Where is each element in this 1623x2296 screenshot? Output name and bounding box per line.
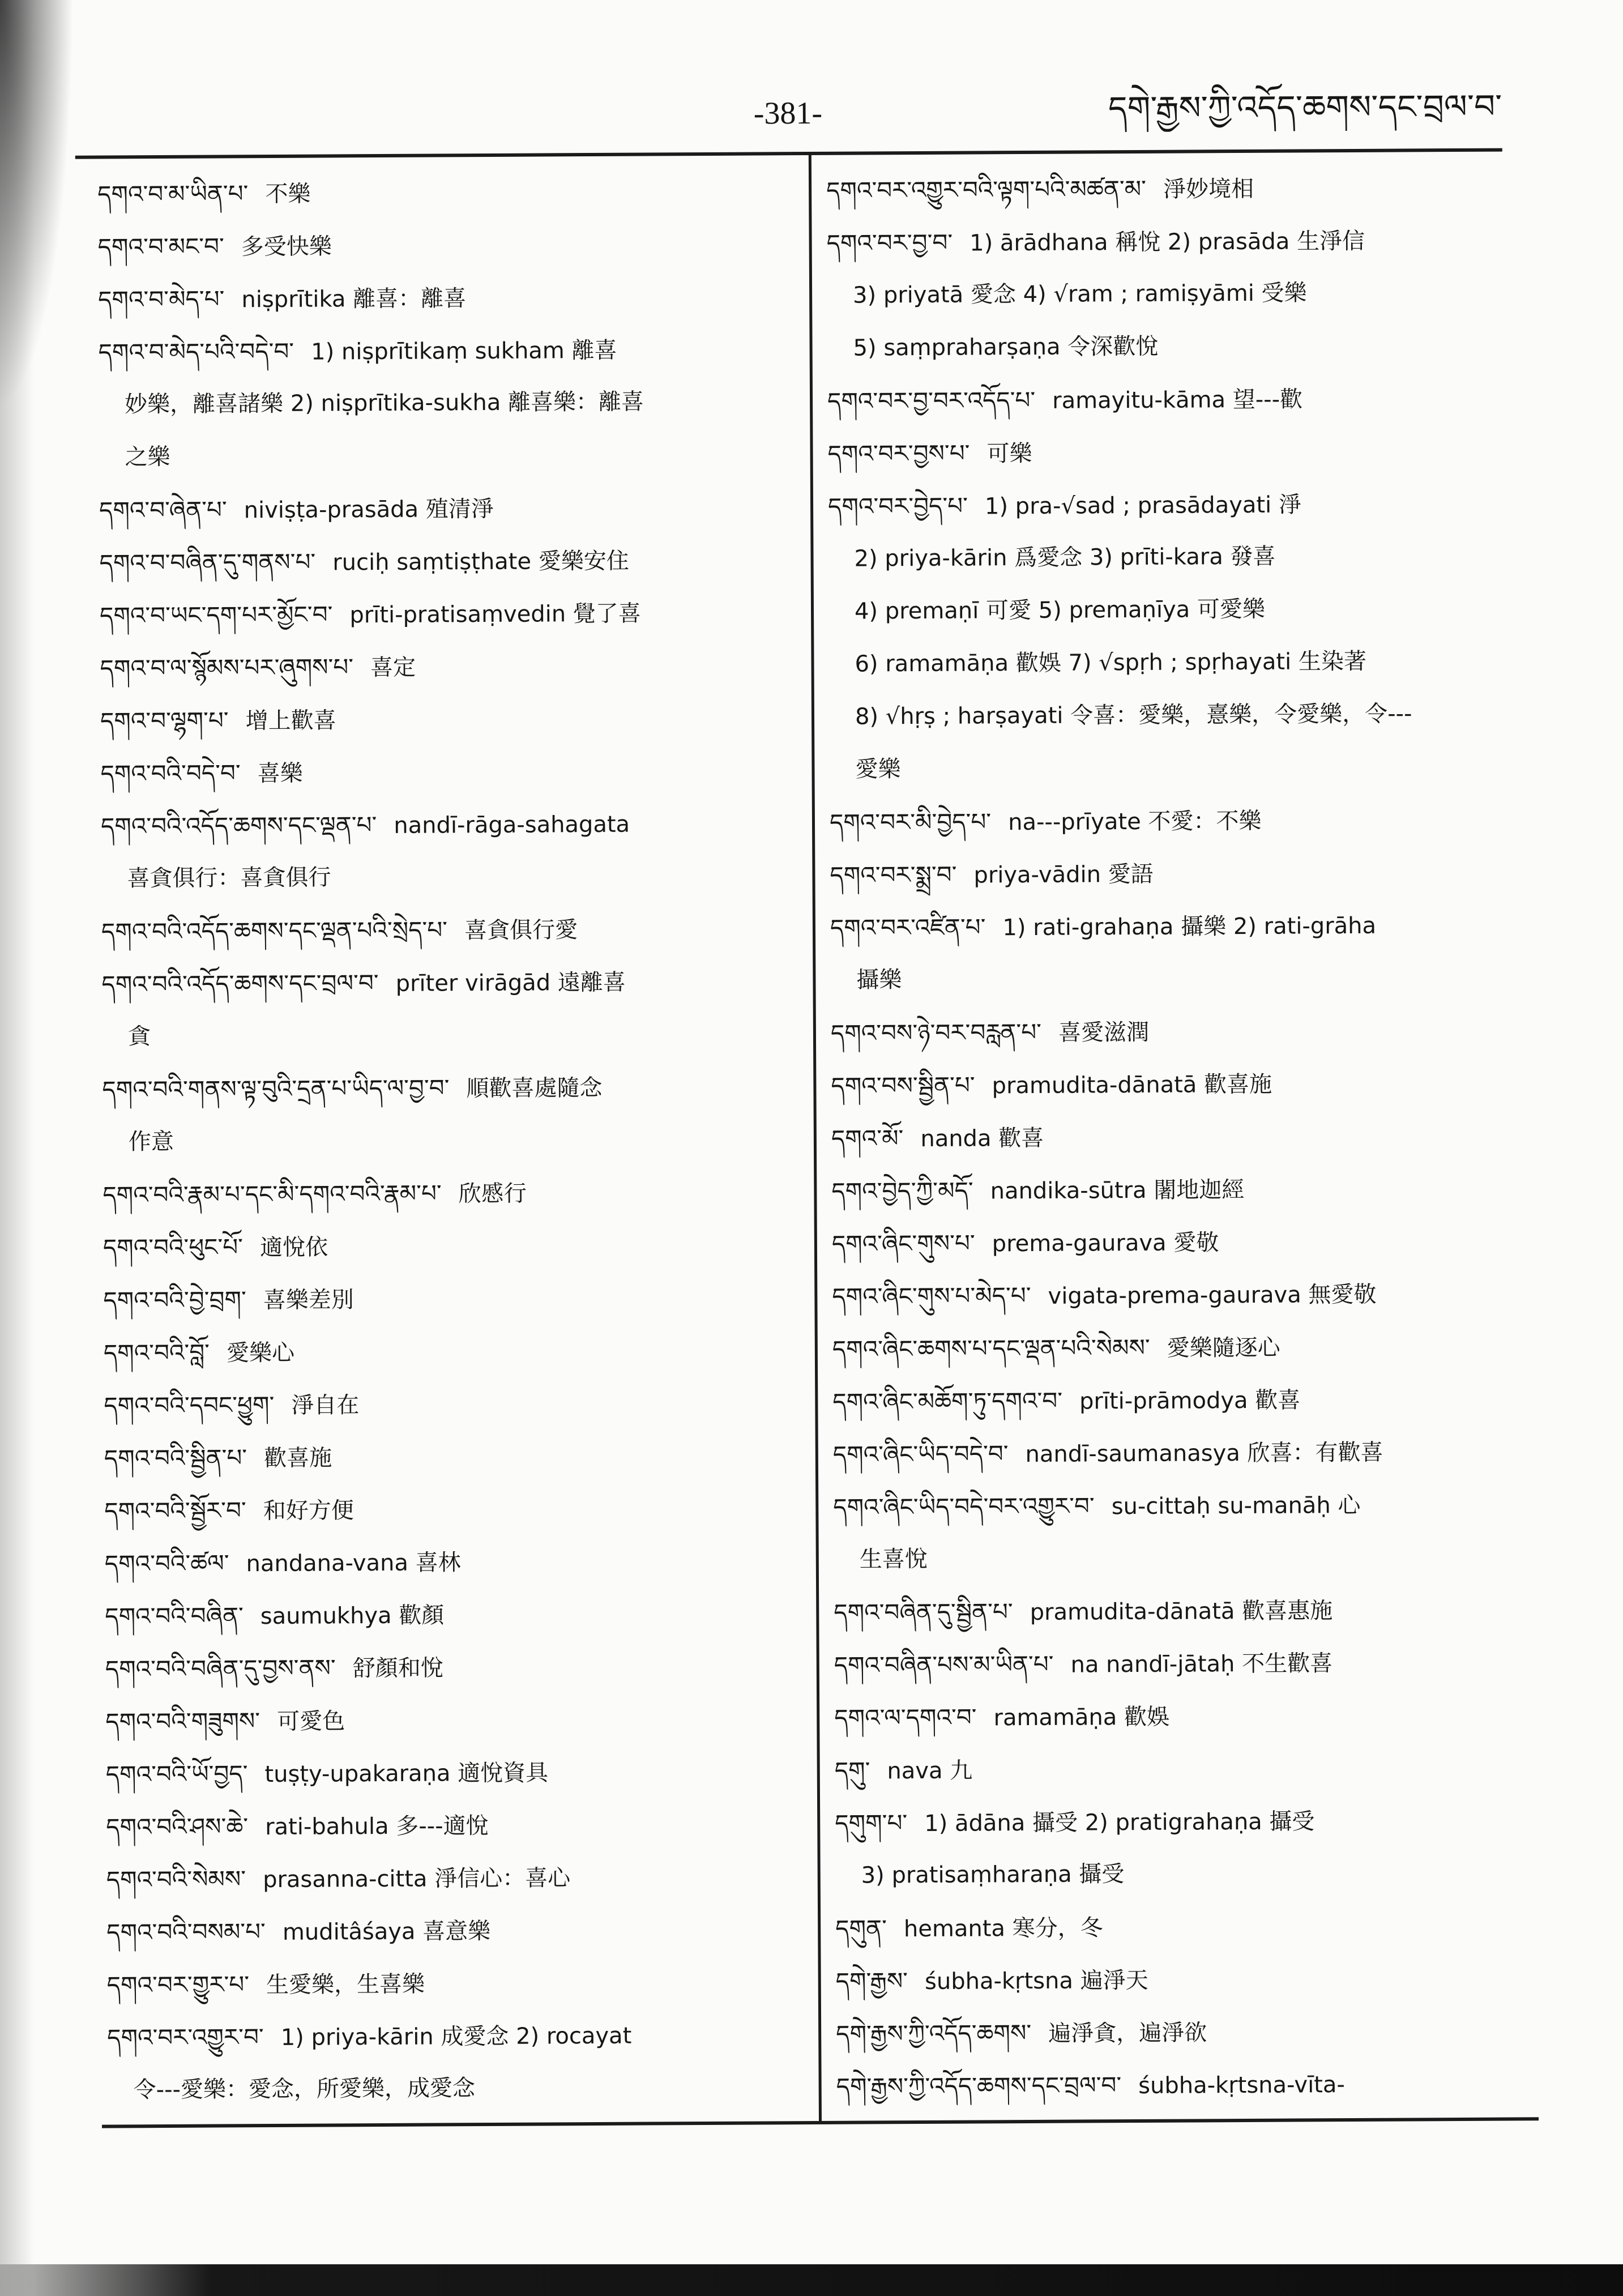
dictionary-entry [106,1797,811,1854]
tibetan-headword: དགའ་ལ་དགའ་བ་ [834,1703,977,1732]
tibetan-headword: དགའ་བའི་སྦྱིན་པ་ [104,1444,247,1473]
tibetan-headword: དགའ་བ་མེད་པའི་བདེ་བ་ [98,337,294,366]
definition-text: 生愛樂，生喜樂 [266,1971,425,1999]
tibetan-headword: དགའ་བ་མ་ཡིན་པ་ [97,180,249,208]
definition-text: 8) √hṛṣ ; harṣayati 令喜：愛樂，憙樂，令愛樂，令--- [855,701,1412,730]
dictionary-entry [105,1534,810,1590]
dictionary-entry [826,214,1501,375]
entry-first-line [832,1372,1506,1428]
entry-continuation-line [828,582,1502,638]
dictionary-entry [101,954,807,1064]
dictionary-entry [106,1850,812,1906]
dictionary-entry [100,744,805,800]
dictionary-entry [100,586,805,642]
definition-text: 生喜悅 [859,1546,928,1573]
dictionary-entry [830,846,1504,902]
entry-first-line [831,1109,1505,1165]
definition-text: ruciḥ saṃtiṣṭhate 愛樂安住 [332,548,629,576]
definition-text: 愛樂隨逐心 [1167,1334,1280,1362]
definition-text: 喜愛滋潤 [1058,1019,1150,1046]
entry-first-line [833,1478,1507,1534]
running-head: དགེ་རྒྱས་ཀྱི་འདོད་ཆགས་དང་བྲལ་བ་ [1108,87,1502,128]
entry-continuation-line [99,375,804,432]
definition-text: 淨妙境相 [1163,176,1254,203]
entry-first-line [104,1376,809,1432]
definition-text: 不樂 [265,181,311,208]
entry-first-line [104,1481,809,1538]
tibetan-headword: དགའ་ཞིང་ཡིད་བདེ་བ་ [832,1440,1009,1469]
tibetan-headword: དགའ་བའི་སེམས་ [106,1865,246,1894]
tibetan-headword: དགའ་བ་བཞིན་དུ་གནས་པ་ [99,548,316,577]
entry-first-line [835,1899,1509,1955]
tibetan-headword: དགའ་བའི་ཡོ་བྱད་ [105,1760,248,1789]
dictionary-entry [97,217,802,274]
dictionary-entry [104,1376,809,1432]
dictionary-entry [835,1741,1509,1797]
tibetan-headword: དགའ་བར་འགྱུར་བ་ [107,2023,264,2052]
dictionary-entry [827,424,1501,480]
tibetan-headword: དགའ་བར་བྱ་བ་ [826,228,953,257]
scan-edge-shadow-bottom [0,2264,1623,2296]
definition-text: 多受快樂 [241,233,332,261]
entry-first-line [830,793,1504,849]
entry-first-line [835,1741,1509,1797]
dictionary-entry [106,1744,811,1801]
dictionary-entry [101,796,806,906]
definition-text: 妙樂，離喜諸樂 2) niṣprītika-sukha 離喜樂：離喜 [124,389,644,418]
entry-first-line [104,1323,809,1380]
tibetan-headword: དགའ་བའི་བསམ་པ་ [106,1918,266,1947]
tibetan-headword: དགའ་བའི་འདོད་ཆགས་དང་བྲལ་བ་ [101,968,379,998]
dictionary-entry [835,1952,1509,2008]
dictionary-entry [832,1372,1506,1428]
entry-first-line [834,1636,1508,1692]
definition-text: 1) pra-√sad ; prasādayati 淨 [984,492,1302,520]
entry-first-line [103,1218,808,1274]
entry-first-line [831,1056,1505,1112]
tibetan-headword: དགེ་རྒྱས་ཀྱི་འདོད་ཆགས་ [836,2018,1032,2048]
entry-first-line [99,480,804,537]
right-column [826,161,1510,2113]
tibetan-headword: དགའ་བར་འགྱུར་བའི་ལྟག་པའི་མཚན་མ་ [826,174,1147,204]
dictionary-entry [99,480,804,537]
definition-text: 舒顏和悅 [352,1655,443,1682]
dictionary-entry [104,1428,809,1485]
definition-text: 貪 [127,1023,151,1050]
entry-first-line [99,533,804,590]
tibetan-headword: དགེ་རྒྱས་ཀྱི་འདོད་ཆགས་དང་བྲལ་བ་ [836,2071,1122,2101]
definition-text: 喜樂差別 [263,1287,354,1314]
tibetan-headword: དགའ་བའི་གཟུགས་ [105,1707,260,1736]
dictionary-entry [831,1056,1505,1112]
entry-first-line [828,477,1502,533]
tibetan-headword: དགའ་བའི་སྦྱོར་བ་ [104,1496,246,1525]
tibetan-headword: དགའ་བར་མི་བྱེད་པ་ [829,808,992,837]
entry-first-line [833,1425,1507,1481]
definition-text: 喜貪俱行愛 [464,917,578,944]
entry-first-line [831,1162,1505,1218]
definition-text: nandī-rāga-sahagata [394,811,630,839]
definition-text: 3) pratisaṃharaṇa 攝受 [861,1861,1125,1889]
tibetan-headword: དགའ་ཞིང་གུས་པ་མེད་པ་ [832,1281,1031,1311]
tibetan-headword: དགའ་བའི་འདོད་ཆགས་དང་ལྡན་པ་ [100,811,377,840]
definition-text: pramudita-dānatā 歡喜施 [992,1071,1272,1099]
entry-first-line [832,1267,1506,1323]
dictionary-entry [826,161,1500,217]
tibetan-headword: དགའ་བའི་འདོད་ཆགས་དང་ལྡན་པའི་སྲེད་པ་ [101,916,448,946]
definition-text: niṣprītika 離喜：離喜 [241,285,467,313]
tibetan-headword: དགའ་བའི་བྱེ་བྲག་ [103,1286,246,1315]
top-rule [75,148,1502,159]
definition-text: 1) ārādhana 稱悅 2) prasāda 生淨信 [969,228,1365,257]
dictionary-entry [831,1004,1505,1060]
dictionary-entry [832,1267,1506,1323]
tibetan-headword: དགའ་བས་ཉེ་བར་བརླན་པ་ [830,1018,1042,1047]
entry-first-line [107,2008,812,2064]
definition-text: saumukhya 歡顏 [260,1602,445,1630]
dictionary-entry [834,1636,1508,1692]
entry-first-line [98,322,803,379]
definition-text: rati-bahula 多---適悅 [265,1813,489,1841]
definition-text: nandana-vana 喜林 [246,1550,461,1577]
entry-first-line [100,638,805,695]
entry-continuation-line [830,951,1504,1007]
tibetan-headword: དགའ་བའི་ཕུང་པོ་ [102,1233,244,1262]
definition-text: 順歡喜處隨念 [466,1074,603,1102]
entry-first-line [836,2004,1510,2060]
definition-text: pramudita-dānatā 歡喜惠施 [1030,1598,1333,1625]
dictionary-entry [101,902,806,958]
entry-first-line [106,1955,812,2012]
definition-text: nandika-sūtra 闍地迦經 [990,1176,1245,1205]
tibetan-headword: དགུག་པ་ [835,1809,908,1837]
entry-continuation-line [107,2060,812,2117]
dictionary-entry [99,533,804,590]
tibetan-headword: དགའ་བའི་རྣམ་པ་དང་མི་དགའ་བའི་རྣམ་པ་ [102,1179,442,1209]
definition-text: 攝樂 [856,967,902,993]
tibetan-headword: དགའ་བར་འཛིན་པ་ [830,913,986,942]
entry-first-line [832,1214,1506,1270]
entry-first-line [106,1744,811,1801]
tibetan-headword: དགུ་ [834,1756,870,1785]
dictionary-entry [105,1692,810,1748]
definition-text: 愛樂 [855,756,901,783]
definition-text: prīti-pratisaṃvedin 覺了喜 [349,600,641,629]
dictionary-entry [834,1583,1507,1639]
tibetan-headword: དགའ་བར་སྨྲ་བ་ [830,860,957,889]
definition-text: 令---愛樂：愛念，所愛樂，成愛念 [133,2075,476,2103]
definition-text: 遍淨貪，遍淨欲 [1048,2020,1207,2047]
definition-text: niviṣṭa-prasāda 殖清淨 [244,496,494,524]
tibetan-headword: དགའ་བའི་དབང་ཕྱུག་ [104,1390,275,1420]
definition-text: śubha-kṛtsna 遍淨天 [924,1967,1148,1995]
definition-text: 喜定 [370,654,416,681]
entry-first-line [827,372,1501,428]
dictionary-entry [106,1902,812,1959]
dictionary-entry [828,477,1504,796]
definition-text: 1) rati-grahaṇa 攝樂 2) rati-grāha [1002,912,1377,941]
tibetan-headword: དགའ་བ་མེད་པ་ [98,285,225,314]
tibetan-headword: དགའ་བ་ཡང་དག་པར་མྱོང་བ་ [99,600,333,630]
entry-continuation-line [829,740,1503,796]
entry-first-line [106,1850,812,1906]
entry-first-line [835,1952,1509,2008]
dictionary-entry [836,2004,1510,2060]
tibetan-headword: དགའ་ཞིང་ཆགས་པ་དང་ལྡན་པའི་སེམས་ [832,1333,1150,1363]
definition-text: na---prīyate 不愛：不樂 [1008,808,1262,836]
entry-first-line [97,217,802,274]
tibetan-headword: དགའ་བའི་བདེ་བ་ [100,759,241,788]
definition-text: 1) priya-kārin 成愛念 2) rocayat [280,2022,632,2051]
dictionary-entry [102,1060,808,1169]
definition-text: 可愛色 [277,1708,345,1735]
entry-first-line [836,2057,1510,2113]
tibetan-headword: དགའ་བ་མང་བ་ [97,232,224,261]
entry-continuation-line [99,428,804,484]
dictionary-entry [834,1688,1508,1744]
entry-first-line [826,214,1500,270]
dictionary-entry [830,793,1504,849]
entry-continuation-line [827,266,1501,322]
definition-text: nava 九 [887,1757,973,1785]
definition-text: 1) niṣprītikaṃ sukham 離喜 [311,337,617,365]
definition-text: ramamāṇa 歡娛 [993,1704,1170,1731]
dictionary-entry [100,638,805,695]
dictionary-entry [100,691,805,748]
tibetan-headword: དགའ་བྱེད་ཀྱི་མདོ་ [831,1176,973,1205]
definition-text: 喜樂 [257,760,303,787]
entry-first-line [100,744,805,800]
entry-first-line [105,1586,810,1643]
dictionary-entry [104,1323,809,1380]
definition-text: 適悅依 [259,1234,328,1261]
dictionary-entry [830,898,1505,1007]
tibetan-headword: དགའ་བ་ཞེན་པ་ [99,496,227,524]
entry-continuation-line [828,635,1502,691]
tibetan-headword: དགའ་བས་སྦྱིན་པ་ [831,1071,975,1100]
entry-first-line [103,1270,808,1327]
entry-first-line [100,586,805,642]
dictionary-entry [835,1794,1509,1902]
dictionary-entry [106,1955,812,2012]
definition-text: su-cittaḥ su-manāḥ 心 [1111,1492,1361,1520]
dictionary-entry [835,1899,1509,1955]
tibetan-headword: དགའ་བར་གྱུར་པ་ [106,1970,250,1999]
tibetan-headword: དགེ་རྒྱས་ [835,1967,908,1995]
definition-text: 歡喜施 [264,1445,332,1472]
tibetan-headword: དགའ་བའི་བཞིན་དུ་བྱས་ནས་ [105,1654,336,1683]
entry-first-line [830,846,1504,902]
entry-first-line [106,1797,811,1854]
entry-continuation-line [835,1846,1509,1902]
entry-first-line [102,1060,807,1116]
dictionary-entry [98,322,804,484]
tibetan-headword: དགའ་བར་བྱ་བར་འདོད་པ་ [827,386,1036,415]
entry-first-line [105,1534,810,1590]
definition-text: 作意 [128,1128,174,1155]
tibetan-headword: དགུན་ [835,1914,887,1943]
definition-text: 1) ādāna 攝受 2) pratigrahaṇa 攝受 [924,1808,1315,1837]
dictionary-entry [836,2057,1510,2113]
entry-first-line [104,1428,809,1485]
definition-text: hemanta 寒分，冬 [903,1915,1103,1943]
dictionary-entry [833,1425,1507,1481]
tibetan-headword: དགའ་ཞིང་ཡིད་བདེ་བར་འགྱུར་བ་ [833,1492,1095,1521]
entry-first-line [832,1320,1506,1376]
entry-continuation-line [829,688,1503,744]
dictionary-entry [831,1162,1505,1218]
entry-first-line [830,898,1504,954]
definition-text: prema-gaurava 愛敬 [992,1230,1219,1257]
entry-first-line [100,691,805,748]
tibetan-headword: དགའ་བའི་ཚལ་ [104,1549,229,1578]
entry-continuation-line [827,319,1501,375]
dictionary-entry [105,1639,810,1696]
dictionary-entry [105,1586,810,1643]
definition-text: 5) saṃpraharṣaṇa 令深歡悅 [853,333,1159,361]
definition-text: 喜貪俱行：喜貪俱行 [127,864,331,892]
tibetan-headword: དགའ་བཞིན་པས་མ་ཡིན་པ་ [834,1650,1054,1679]
entry-first-line [826,161,1500,217]
dictionary-entry [833,1478,1507,1586]
definition-text: nanda 歡喜 [920,1125,1044,1152]
entry-first-line [97,164,802,221]
dictionary-entry [827,372,1501,428]
dictionary-entry [104,1481,809,1538]
definition-text: nandī-saumanasya 欣喜：有歡喜 [1025,1439,1383,1468]
definition-text: vigata-prema-gaurava 無愛敬 [1048,1281,1377,1309]
entry-first-line [827,424,1501,480]
dictionary-entry [831,1109,1505,1165]
definition-text: śubha-kṛtsna-vīta- [1138,2072,1345,2099]
entry-continuation-line [828,530,1502,586]
entry-first-line [101,796,806,853]
entry-first-line [105,1639,810,1696]
tibetan-headword: དགའ་བར་བྱེད་པ་ [827,492,968,520]
definition-text: 增上歡喜 [245,707,336,735]
tibetan-headword: དགའ་མོ་ [831,1124,904,1153]
definition-text: 欣慼行 [458,1180,527,1207]
tibetan-headword: དགའ་ཞིང་གུས་པ་ [831,1229,975,1258]
entry-first-line [835,1794,1509,1850]
definition-text: 4) premaṇī 可愛 5) premaṇīya 可愛樂 [854,596,1266,625]
tibetan-headword: དགའ་བ་ལྷག་པ་ [100,706,229,735]
tibetan-headword: དགའ་བར་བྱས་པ་ [827,439,970,468]
tibetan-headword: དགའ་བའི་བློ་ [103,1338,210,1367]
left-column [97,164,813,2116]
entry-continuation-line [101,849,806,906]
tibetan-headword: དགའ་བའི་བཞིན་ [105,1602,244,1631]
entry-first-line [101,954,806,1011]
definition-text: 可樂 [986,440,1032,467]
definition-text: 2) priya-kārin 爲愛念 3) prīti-kara 發喜 [854,543,1276,572]
entry-first-line [834,1583,1507,1639]
definition-text: muditâśaya 喜意樂 [282,1918,491,1945]
tibetan-headword: དགའ་ཞིང་མཆོག་ཏུ་དགའ་བ་ [832,1386,1063,1416]
dictionary-entry [832,1214,1506,1270]
tibetan-headword: དགའ་བའི་ཤས་ཆེ་ [106,1812,249,1841]
definition-text: prīti-prāmodya 歡喜 [1079,1387,1301,1415]
definition-text: 6) ramamāṇa 歡娛 7) √spṛh ; spṛhayati 生染著 [855,648,1367,677]
entry-first-line [831,1004,1505,1060]
tibetan-headword: དགའ་བའི་གནས་ལྟ་བུའི་དྲན་པ་ཡིད་ལ་བྱ་བ་ [102,1074,450,1104]
definition-text: 淨自在 [291,1392,360,1419]
definition-text: na nandī-jātaḥ 不生歡喜 [1070,1650,1333,1678]
entry-first-line [101,902,806,958]
definition-text: ramayitu-kāma 望---歡 [1052,386,1303,414]
entry-continuation-line [834,1530,1507,1586]
dictionary-entry [107,2008,813,2117]
page-number: -381- [753,95,823,131]
definition-text: 愛樂心 [226,1339,295,1367]
dictionary-entry [103,1270,808,1327]
tibetan-headword: དགའ་བཞིན་དུ་སྦྱིན་པ་ [834,1598,1013,1627]
entry-continuation-line [102,1007,807,1064]
dictionary-entry [103,1218,808,1274]
dictionary-entry [97,164,802,221]
dictionary-entry [98,270,803,326]
entry-first-line [834,1688,1508,1744]
tibetan-headword: དགའ་བ་ལ་སྙོམས་པར་ཞུགས་པ་ [100,653,354,682]
definition-text: priya-vādin 愛語 [973,861,1154,889]
entry-first-line [105,1692,810,1748]
entry-first-line [98,270,803,326]
entry-first-line [106,1902,812,1959]
definition-text: tuṣṭy-upakaraṇa 適悅資具 [264,1760,549,1788]
dictionary-entry [102,1165,808,1222]
definition-text: prīter virāgād 遠離喜 [395,969,626,997]
definition-text: 3) priyatā 愛念 4) √ram ; ramiṣyāmi 受樂 [852,280,1307,309]
dictionary-entry [832,1320,1506,1376]
definition-text: 和好方便 [263,1497,354,1525]
entry-continuation-line [102,1112,808,1169]
definition-text: 之樂 [125,443,170,471]
definition-text: prasanna-citta 淨信心：喜心 [263,1865,571,1893]
entry-first-line [102,1165,808,1222]
scan-corner-shadow [0,0,74,408]
